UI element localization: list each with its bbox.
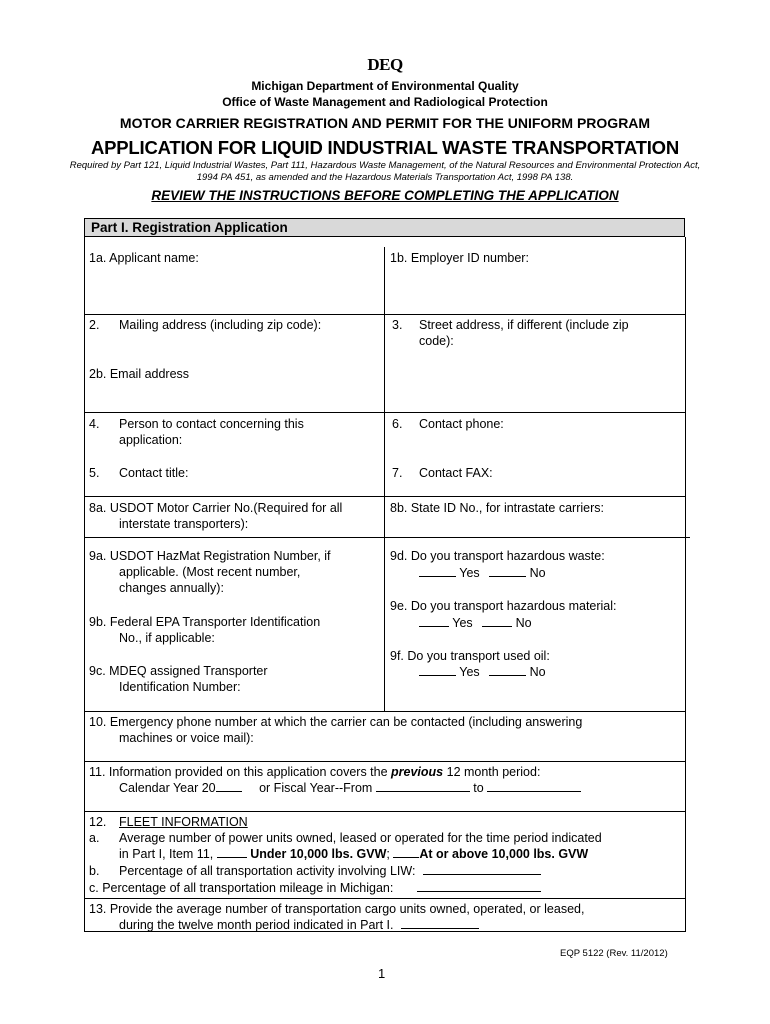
hazardous-material-no-field[interactable]: [482, 625, 512, 627]
street-address-label-cont: code):: [419, 334, 454, 348]
part-1-header: Part I. Registration Application: [84, 218, 685, 237]
form-revision: EQP 5122 (Rev. 11/2012): [560, 948, 668, 959]
cargo-units-label: 13. Provide the average number of transportation cargo units owned, operated, or leased,: [89, 902, 585, 916]
fiscal-year-to-field[interactable]: [487, 790, 581, 792]
contact-phone-number: 6.: [392, 417, 403, 431]
statutory-authority: Required by Part 121, Liquid Industrial Wastes, Part 111, Hazardous Waste Management, of the Natural Resources and Environmental Protection Act, 1994 PA 451, as amended and the Hazardous Materials Transportation Act, 1998 PA 138.: [69, 160, 701, 183]
contact-person-number: 4.: [89, 417, 100, 431]
row-divider: [84, 537, 690, 538]
contact-person-label-cont: application:: [119, 433, 183, 447]
fleet-a-number: a.: [89, 831, 100, 845]
above-10000-field[interactable]: [393, 856, 419, 858]
street-address-label: Street address, if different (include zip: [419, 318, 629, 332]
contact-title-label: Contact title:: [119, 466, 189, 480]
cargo-units-field[interactable]: [401, 927, 479, 929]
yes-label: Yes: [452, 616, 473, 630]
mailing-address-number: 2.: [89, 318, 100, 332]
contact-person-label: Person to contact concerning this: [119, 417, 304, 431]
contact-title-number: 5.: [89, 466, 100, 480]
reporting-period-label: 11. Information provided on this application covers the previous 12 month period:: [89, 765, 541, 779]
row-divider: [84, 811, 686, 812]
power-units-label: Average number of power units owned, leased or operated for the time period indicated: [119, 831, 602, 845]
mailing-address-label: Mailing address (including zip code):: [119, 318, 322, 332]
office-name: Office of Waste Management and Radiological Protection: [222, 95, 548, 109]
contact-phone-label: Contact phone:: [419, 417, 504, 431]
contact-fax-label: Contact FAX:: [419, 466, 493, 480]
street-address-number: 3.: [392, 318, 403, 332]
hazmat-registration-label-cont: applicable. (Most recent number,: [119, 565, 301, 579]
liw-percentage-field[interactable]: [423, 873, 541, 875]
contact-fax-number: 7.: [392, 466, 403, 480]
under-10000-field[interactable]: [217, 856, 247, 858]
row-divider: [84, 898, 686, 899]
hazardous-waste-yes-field[interactable]: [419, 575, 456, 577]
employer-id-label: 1b. Employer ID number:: [390, 251, 529, 265]
epa-transporter-label: 9b. Federal EPA Transporter Identification: [89, 615, 321, 629]
hazardous-waste-no-field[interactable]: [489, 575, 526, 577]
fiscal-year-label: or Fiscal Year--From: [259, 781, 373, 795]
row-divider: [84, 711, 686, 712]
hazmat-registration-label-cont2: changes annually):: [119, 581, 224, 595]
hazardous-waste-question: 9d. Do you transport hazardous waste:: [390, 549, 605, 563]
email-address-label: 2b. Email address: [89, 367, 190, 381]
to-label: to: [473, 781, 484, 795]
review-instructions: REVIEW THE INSTRUCTIONS BEFORE COMPLETING THE APPLICATION: [151, 188, 619, 203]
agency-name: Michigan Department of Environmental Quality: [251, 79, 519, 93]
row-divider: [84, 496, 686, 497]
fleet-info-number: 12.: [89, 815, 107, 829]
liw-percentage-label: Percentage of all transportation activity involving LIW:: [119, 863, 541, 879]
calendar-year-field[interactable]: [216, 790, 242, 792]
calendar-year-label: Calendar Year 20: [119, 781, 216, 795]
fleet-b-number: b.: [89, 864, 100, 878]
emergency-phone-label-cont: machines or voice mail):: [119, 731, 254, 745]
hazmat-registration-label: 9a. USDOT HazMat Registration Number, if: [89, 549, 331, 563]
application-title: APPLICATION FOR LIQUID INDUSTRIAL WASTE TRANSPORTATION: [90, 137, 680, 158]
applicant-name-label: 1a. Applicant name:: [89, 251, 199, 265]
epa-transporter-label-cont: No., if applicable:: [119, 631, 215, 645]
hazardous-material-options: [419, 615, 532, 631]
fiscal-year-from-field[interactable]: [376, 790, 470, 792]
mdeq-transporter-label-cont: Identification Number:: [119, 680, 241, 694]
no-label: No: [529, 665, 546, 679]
page-number: 1: [378, 966, 386, 981]
hazardous-waste-options: [419, 565, 546, 581]
cargo-units-label-cont: during the twelve month period indicated in Part I.: [119, 917, 479, 933]
michigan-mileage-field[interactable]: [417, 890, 541, 892]
no-label: No: [515, 616, 532, 630]
used-oil-yes-field[interactable]: [419, 674, 456, 676]
mdeq-transporter-label: 9c. MDEQ assigned Transporter: [89, 664, 268, 678]
used-oil-question: 9f. Do you transport used oil:: [390, 649, 550, 663]
row-divider: [84, 314, 686, 315]
hazardous-material-question: 9e. Do you transport hazardous material:: [390, 599, 617, 613]
row-divider: [84, 412, 686, 413]
column-divider: [384, 247, 385, 711]
no-label: No: [529, 566, 546, 580]
yes-label: Yes: [459, 566, 480, 580]
form-title: MOTOR CARRIER REGISTRATION AND PERMIT FOR THE UNIFORM PROGRAM: [119, 115, 651, 131]
fleet-info-title: FLEET INFORMATION: [119, 815, 248, 829]
power-units-fields: in Part I, Item 11, Under 10,000 lbs. GVW; At or above 10,000 lbs. GVW: [119, 847, 589, 861]
reporting-period-fields: [119, 780, 581, 796]
usdot-carrier-label-cont: interstate transporters):: [119, 517, 249, 531]
deq-logo: DEQ: [367, 55, 403, 74]
used-oil-no-field[interactable]: [489, 674, 526, 676]
above-10000-label: At or above 10,000 lbs. GVW: [419, 847, 589, 861]
yes-label: Yes: [459, 665, 480, 679]
michigan-mileage-label: c. Percentage of all transportation mileage in Michigan:: [89, 880, 541, 896]
state-id-label: 8b. State ID No., for intrastate carriers:: [390, 501, 604, 515]
usdot-carrier-label: 8a. USDOT Motor Carrier No.(Required for all: [89, 501, 343, 515]
hazardous-material-yes-field[interactable]: [419, 625, 449, 627]
used-oil-options: [419, 664, 546, 680]
under-10000-label: Under 10,000 lbs. GVW: [250, 847, 387, 861]
row-divider: [84, 761, 686, 762]
emergency-phone-label: 10. Emergency phone number at which the carrier can be contacted (including answering: [89, 715, 583, 729]
